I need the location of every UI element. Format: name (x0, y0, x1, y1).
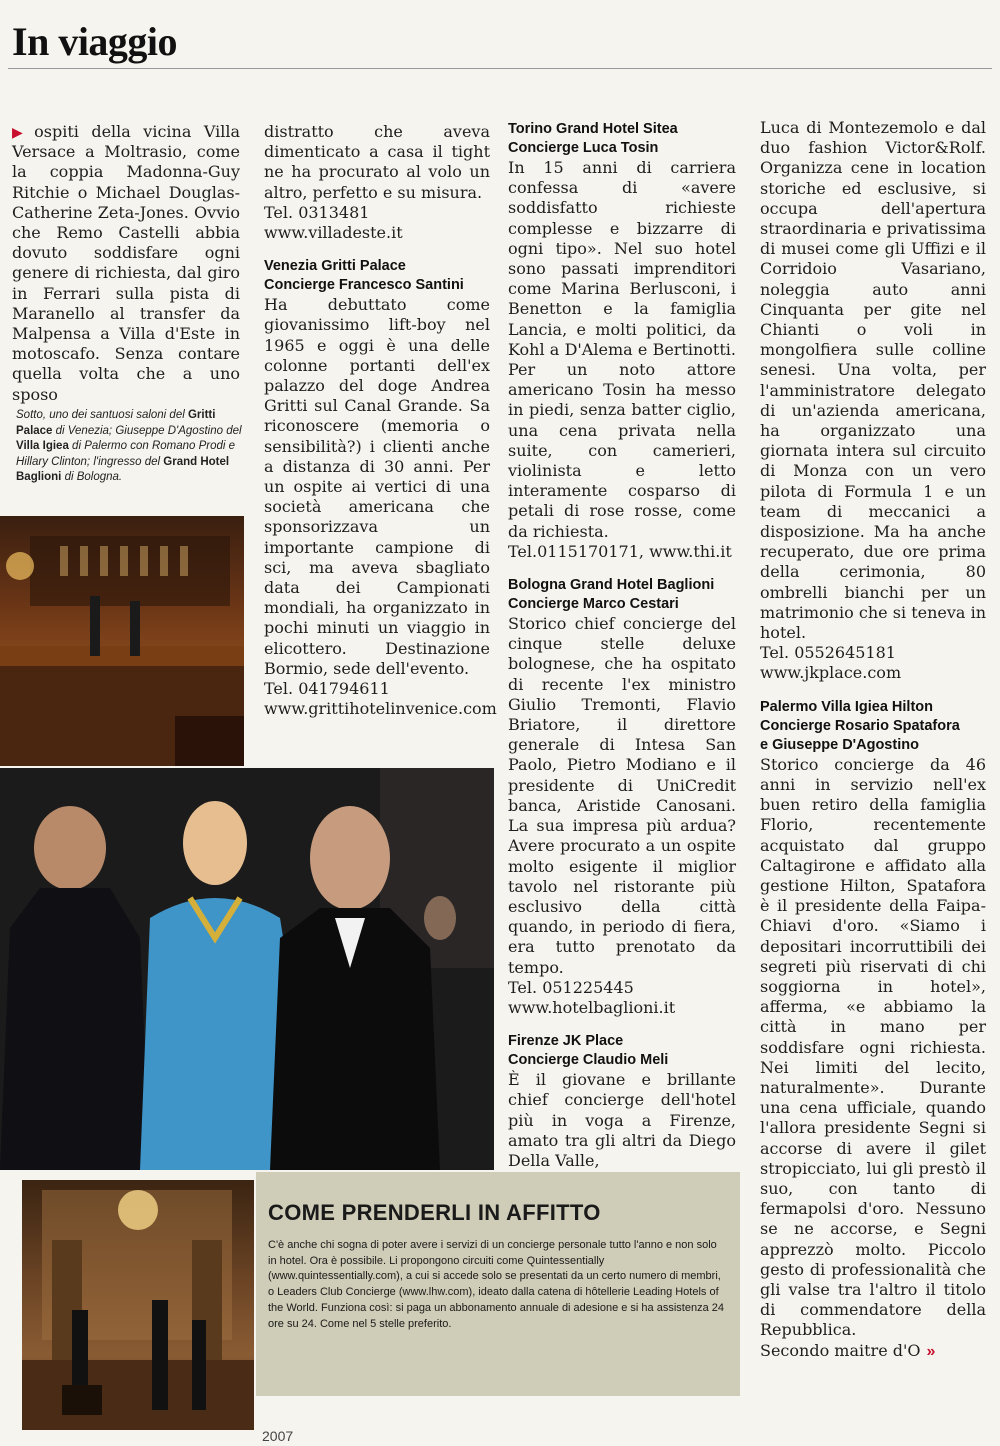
phone-number: Tel. 041794611 (264, 679, 390, 699)
section-subtitle: Concierge Rosario Spatafora (760, 717, 960, 734)
paragraph: distratto che aveva dimenticato a casa il tight ne ha procurato al volo un altro, perfetto e su misura. (264, 122, 490, 202)
paragraph: Ha debuttato come giovanissimo lift-boy nel 1965 e oggi è una delle colonne portanti dell'ex palazzo del doge Andrea Gritti sul Canal Grande. Sa riconoscere (memoria o sensibilità?) i clienti anche a distanza di 30 anni. Per un ospite ai vertici di una società americana che sponsorizzava un importante campione di sci, ma aveva sbagliato data dei Campionati mondiali, ha organizzato in pochi minuti un viaggio in elicottero. Destinazione Bormio, sede dell'evento. (264, 295, 490, 678)
paragraph: È il giovane e brillante chief concierge dell'hotel più in voga a Firenze, amato tra gli altri da Diego Della Valle, (508, 1070, 736, 1170)
section-subtitle: Concierge Luca Tosin (508, 140, 659, 156)
section-title: Bologna Grand Hotel Baglioni (508, 577, 715, 594)
photo-caption: Sotto, uno dei santuosi saloni del Gritti Palace di Venezia; Giuseppe D'Agostino del Villa Igiea di Palermo con Romano Prodi e Hillary Clinton; l'ingresso del Grand Hotel Baglioni di Bologna. (16, 409, 242, 483)
box-body: C'è anche chi sogna di poter avere i servizi di un concierge personale tutto l'anno e non solo in hotel. Ora è possibile. Li propongono circuiti come Quintessentially (www.quintessentially.com), a cui si accede solo se presentati da un certo numero di membri, o Leaders Club Concierge (www.lhw.com), ideato dalla catena di hôtellerie Leading Hotels of the World. Funziona così: si paga un abbonamento annuale di adesione e si ha assistenza 24 ore su 24. Come nel 5 stelle preferito. (268, 1239, 724, 1330)
header-divider (8, 68, 992, 69)
paragraph: Storico concierge da 46 anni in servizio nell'ex buen retiro della famiglia Florio, recentemente acquistato dal gruppo Caltagirone e affidato alla gestione Hilton, Spatafora è il presidente della Faipa-Chiavi d'oro. «Siamo i depositari incorruttibili dei segreti più riservati di chi soggiorna in hotel», afferma, «e abbiamo la città in mano per soddisfare ogni richiesta. Nei limiti del lecito, naturalmente». Durante una cena ufficiale, quando l'allora presidente Segni si accorse di avere il gilet stropicciato, lui gli prestò il suo, con tanto di fermapolsi d'oro. Nessuno se ne accorse, e Segni apprezzò molto. Piccolo gesto di professionalità che gli valse tra l'altro il titolo di commendatore della Repubblica. (760, 754, 986, 1340)
page-title: In viaggio (12, 19, 178, 64)
phone-number: Tel. 051225445 (508, 977, 634, 997)
section-title: Firenze JK Place (508, 1033, 624, 1050)
double-chevron-right-icon: » (926, 1342, 936, 1360)
website-link[interactable]: www.villadeste.it (264, 223, 403, 243)
paragraph: Luca di Montezemolo e dal duo fashion Victor&Rolf. Organizza cene in location storiche ed esclusive, si occupa dell'apertura straordinaria e privatissima di musei come gli Uffizi e il Corridoio Vasariano, noleggia auto anni Cinquanta per gite nel Chianti o voli in mongolfiera sulle colline senesi. Una volta, per l'amministratore delegato di un'azienda americana, ha organizzato una giornata intera sul circuito di Monza con un vero pilota di Formula 1 e un team di meccanici a disposizione. Ma ha anche recuperato, due ore prima della cerimonia, 80 ombrelli bianchi per un matrimonio che si teneva in hotel. (760, 118, 986, 643)
column-2 (264, 122, 497, 719)
phone-number: Tel. 0313481 (264, 202, 370, 222)
column-4 (760, 118, 986, 1362)
photo-baglioni-entrance (22, 1180, 254, 1430)
triangle-right-icon: ▶ (12, 124, 31, 140)
paragraph: In 15 anni di carriera confessa di «avere soddisfatto richieste complesse e bizzarre di ogni tipo». Nel suo hotel sono passati imprenditori come Marina Berlusconi, i Benetton e la famiglia Lancia, e molti politici, da Kohl a D'Alema e Bertinotti. Per un noto attore americano Tosin ha messo in piedi, senza batter ciglio, una cena privata nella suite, con camerieri, violinista e letto interamente cosparso di petali di rose rosse, come da richiesta. (508, 158, 736, 541)
box-title: COME PRENDERLI IN AFFITTO (268, 1200, 601, 1225)
photo-gritti-salon (0, 516, 244, 766)
section-title: Venezia Gritti Palace (264, 258, 406, 275)
section-subtitle: Concierge Francesco Santini (264, 277, 464, 294)
contact-line: Tel.0115170171, www.thi.it (508, 541, 732, 561)
page-number: 2007 (262, 1428, 294, 1444)
paragraph: Storico chief concierge del cinque stelle deluxe bolognese, che ha ospitato di recente l'ex ministro Giulio Tremonti, Flavio Briatore, il direttore generale di Intesa San Paolo, Pietro Modiano e il presidente di UniCredit banca, Aristide Canosani. La sua impresa più ardua? Avere procurato a un ospite molto esigente il miglior tavolo nel ristorante più esclusivo della città quando, in periodo di fiera, era tutto prenotato da tempo. (508, 614, 736, 977)
phone-number: Tel. 0552645181 (760, 643, 896, 663)
section-subtitle: Concierge Claudio Meli (508, 1052, 669, 1069)
website-link[interactable]: www.hotelbaglioni.it (508, 997, 676, 1017)
section-title: Torino Grand Hotel Sitea (508, 121, 678, 137)
photo-prodi-clinton (0, 768, 494, 1170)
section-subtitle: e Giuseppe D'Agostino (760, 736, 919, 753)
column-1 (12, 122, 240, 405)
website-link[interactable]: www.grittihotelinvenice.com (264, 699, 497, 719)
paragraph: ▶ ospiti della vicina Villa Versace a Moltrasio, come la coppia Madonna-Guy Ritchie o Michael Douglas-Catherine Zeta-Jones. Ovvio che Remo Castelli abbia dovuto soddisfare ogni genere di richiesta, dal giro in Ferrari sulla pista di Maranello al transfer da Malpensa a Villa d'Este in motoscafo. Senza contare quella volta che a uno sposo (12, 122, 240, 404)
section-title: Palermo Villa Igiea Hilton (760, 698, 933, 715)
section-subtitle: Concierge Marco Cestari (508, 596, 679, 613)
column-3 (508, 120, 736, 1171)
website-link[interactable]: www.jkplace.com (760, 663, 902, 683)
closing-line: Secondo maitre d'O » (760, 1340, 936, 1360)
